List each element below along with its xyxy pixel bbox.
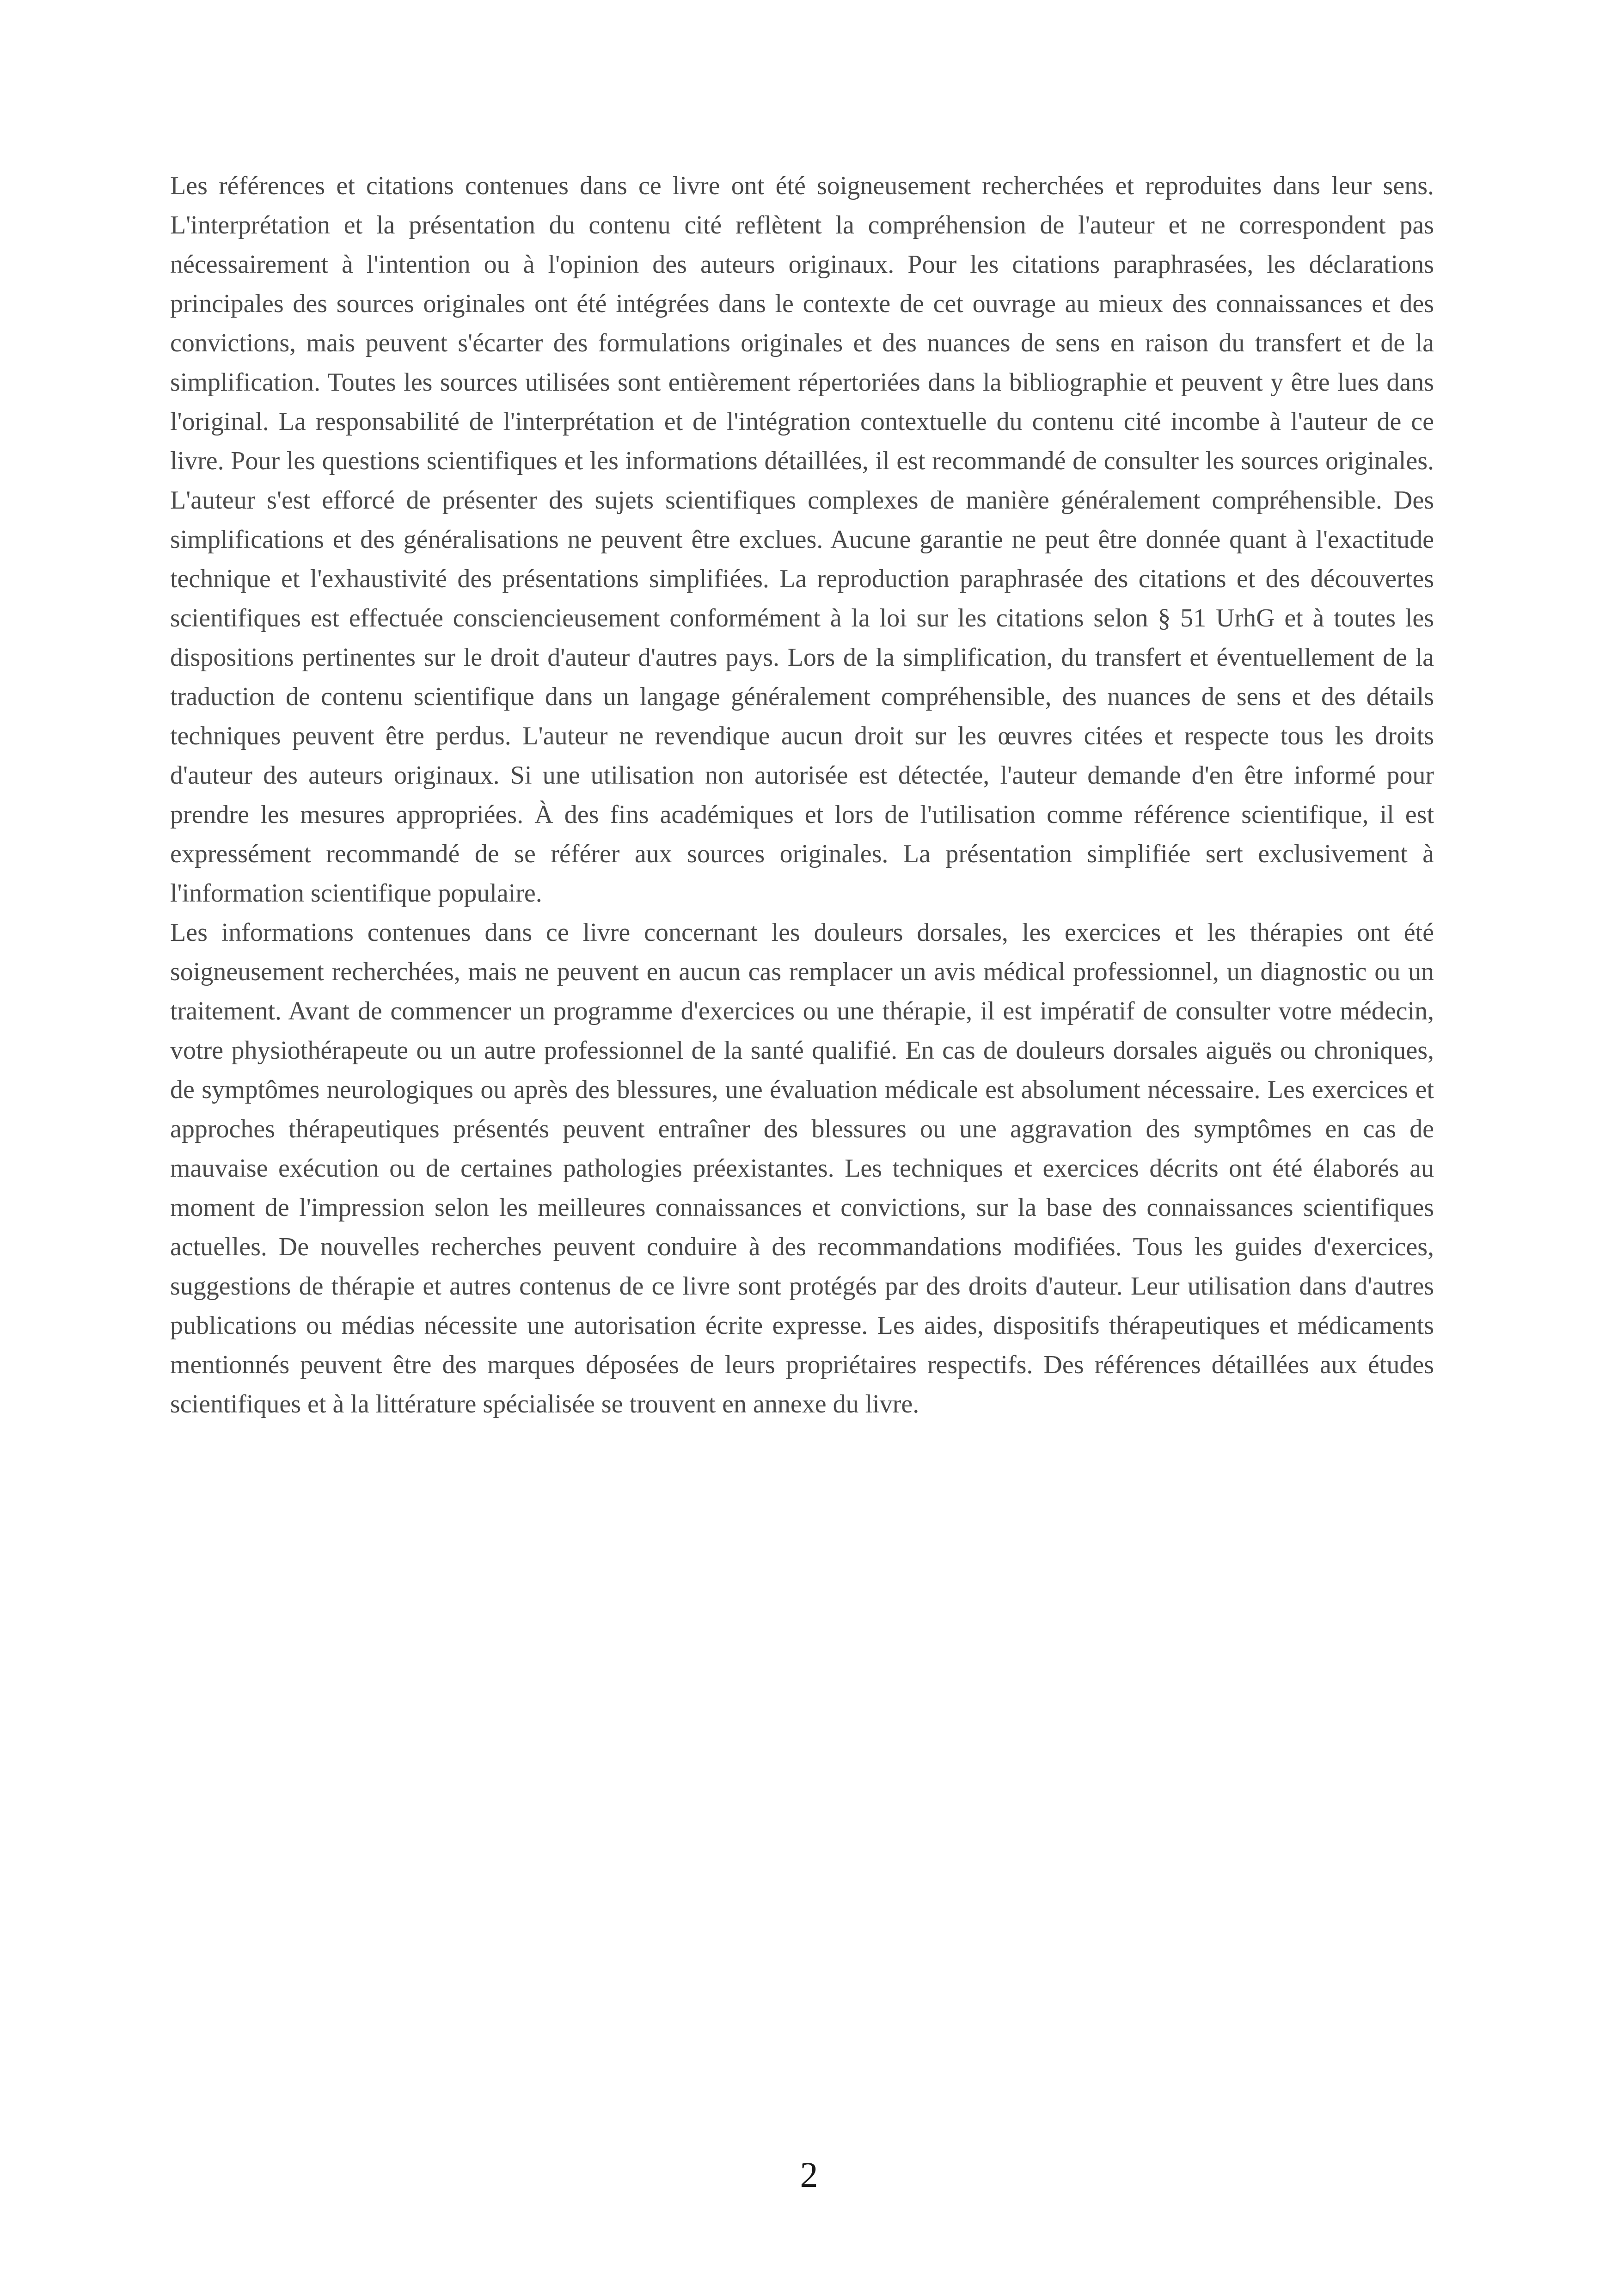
paragraph-medical-disclaimer: Les informations contenues dans ce livre concernant les douleurs dorsales, les exercices et les thérapies ont été soigneusement recherchées, mais ne peuvent en aucun cas remplacer un avis médical professionnel, un diagnostic ou un traitement. Avant de commencer un programme d'exercices ou une thérapie, il est impératif de consulter votre médecin, votre physiothérapeute ou un autre professionnel de la santé qualifié. En cas de douleurs dorsales aiguës ou chroniques, de symptômes neurologiques ou après des blessures, une évaluation médicale est absolument nécessaire. Les exercices et approches thérapeutiques présentés peuvent entraîner des blessures ou une aggravation des symptômes en cas de mauvaise exécution ou de certaines pathologies préexistantes. Les techniques et exercices décrits ont été élaborés au moment de l'impression selon les meilleures connaissances et convictions, sur la base des connaissances scientifiques actuelles. De nouvelles recherches peuvent conduire à des recommandations modifiées. Tous les guides d'exercices, suggestions de thérapie et autres contenus de ce livre sont protégés par des droits d'auteur. Leur utilisation dans d'autres publications ou médias nécessite une autorisation écrite expresse. Les aides, dispositifs thérapeutiques et médicaments mentionnés peuvent être des marques déposées de leurs propriétaires respectifs. Des références détaillées aux études scientifiques et à la littérature spécialisée se trouvent en annexe du livre. (170, 918, 1434, 1418)
paragraph-citations-disclaimer: Les références et citations contenues dans ce livre ont été soigneusement recherchées et reproduites dans leur sens. L'interprétation et la présentation du contenu cité reflètent la compréhension de l'auteur et ne correspondent pas nécessairement à l'intention ou à l'opinion des auteurs originaux. Pour les citations paraphrasées, les déclarations principales des sources originales ont été intégrées dans le contexte de cet ouvrage au mieux des connaissances et des convictions, mais peuvent s'écarter des formulations originales et des nuances de sens en raison du transfert et de la simplification. Toutes les sources utilisées sont entièrement répertoriées dans la bibliographie et peuvent y être lues dans l'original. La responsabilité de l'interprétation et de l'intégration contextuelle du contenu cité incombe à l'auteur de ce livre. Pour les questions scientifiques et les informations détaillées, il est recommandé de consulter les sources originales. L'auteur s'est efforcé de présenter des sujets scientifiques complexes de manière généralement compréhensible. Des simplifications et des généralisations ne peuvent être exclues. Aucune garantie ne peut être donnée quant à l'exactitude technique et l'exhaustivité des présentations simplifiées. La reproduction paraphrasée des citations et des découvertes scientifiques est effectuée consciencieusement conformément à la loi sur les citations selon § 51 UrhG et à toutes les dispositions pertinentes sur le droit d'auteur d'autres pays. Lors de la simplification, du transfert et éventuellement de la traduction de contenu scientifique dans un langage généralement compréhensible, des nuances de sens et des détails techniques peuvent être perdus. L'auteur ne revendique aucun droit sur les œuvres citées et respecte tous les droits d'auteur des auteurs originaux. Si une utilisation non autorisée est détectée, l'auteur demande d'en être informé pour prendre les mesures appropriées. À des fins académiques et lors de l'utilisation comme référence scientifique, il est expressément recommandé de se référer aux sources originales. La présentation simplifiée sert exclusivement à l'information scientifique populaire. (170, 172, 1434, 908)
body-text (170, 166, 1434, 1424)
page-number: 2 (800, 2155, 818, 2195)
